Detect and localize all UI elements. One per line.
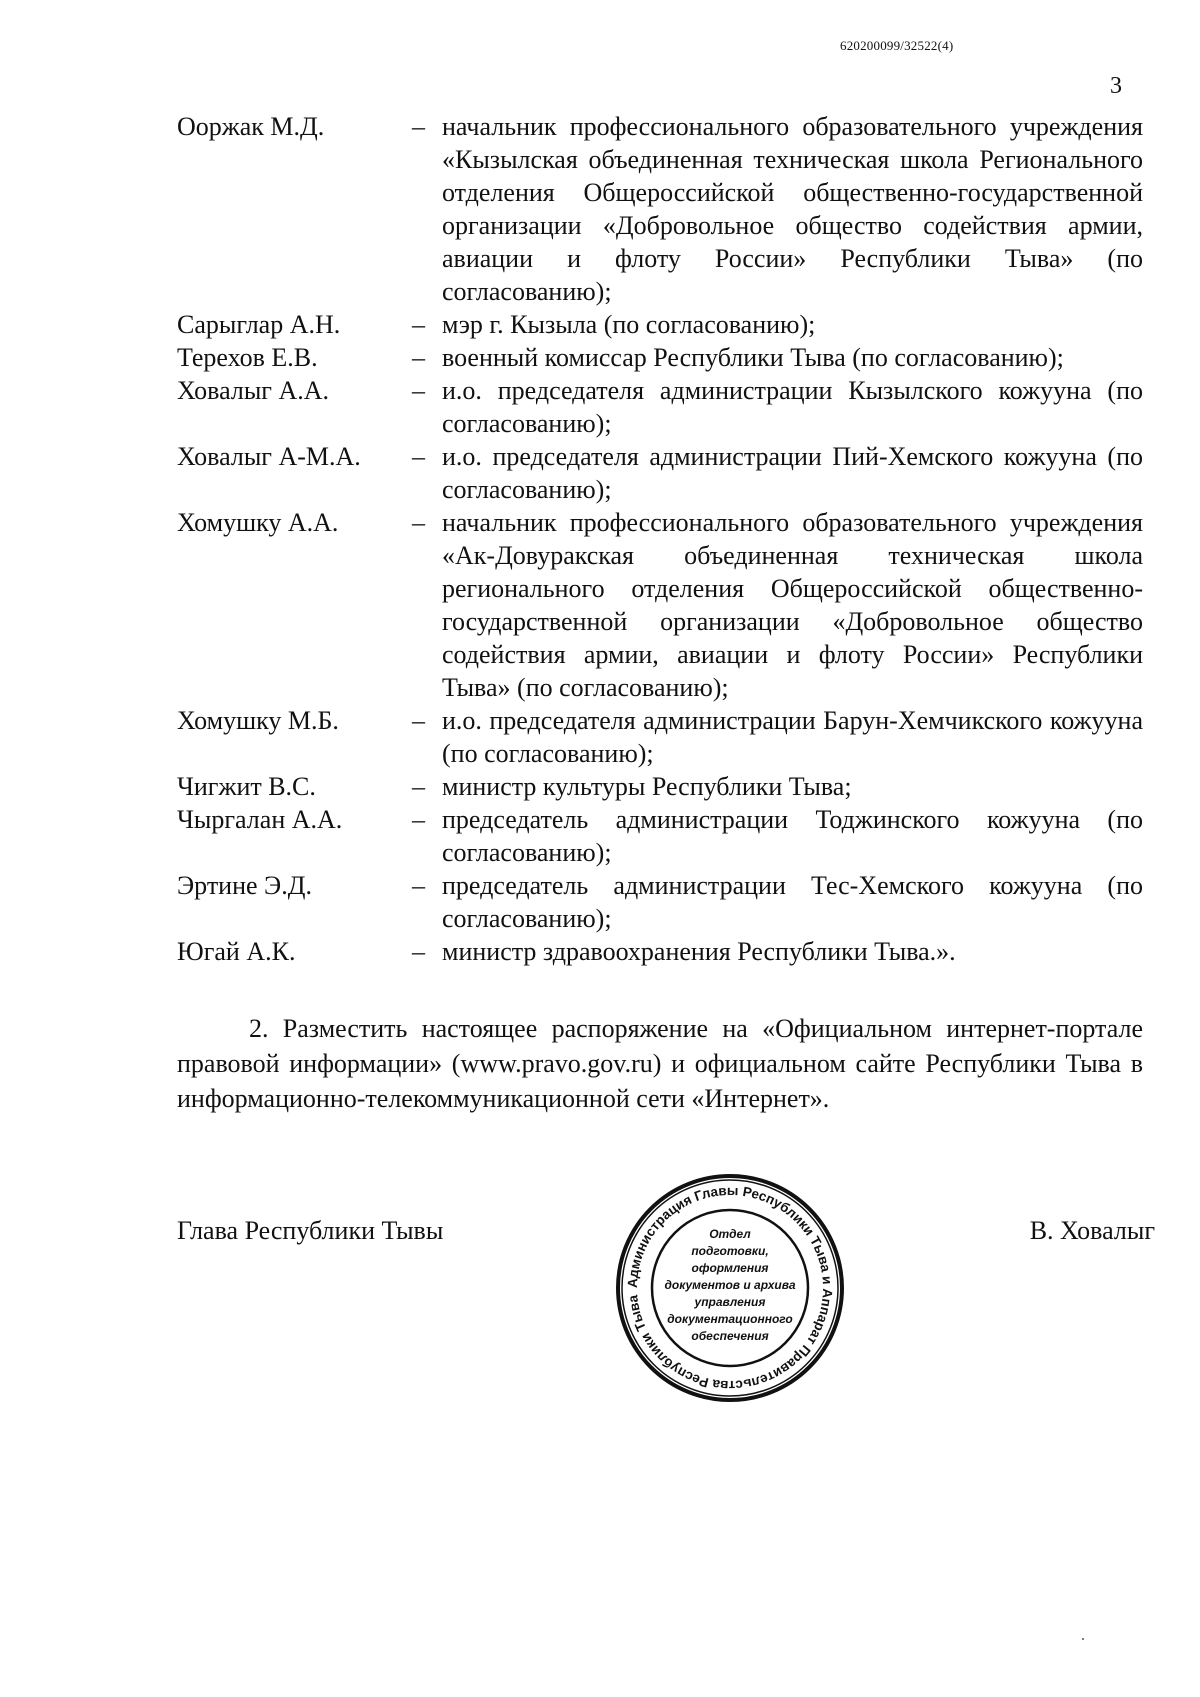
stamp-inner-line: оформления bbox=[691, 1261, 769, 1275]
member-role: и.о. председателя администрации Барун-Хемчикского кожууна (по согласованию); bbox=[442, 706, 1143, 768]
member-dash: – bbox=[412, 706, 425, 735]
stamp-inner-line: подготовки, bbox=[691, 1244, 769, 1258]
scan-artifact bbox=[1082, 1638, 1084, 1640]
member-role: и.о. председателя администрации Пий-Хемского кожууна (по согласованию); bbox=[442, 442, 1143, 504]
member-row bbox=[177, 110, 1143, 308]
member-name: Терехов Е.В. bbox=[177, 343, 318, 372]
member-dash: – bbox=[412, 376, 425, 405]
page-number: 3 bbox=[1110, 73, 1122, 99]
member-role: начальник профессионального образовательного учреждения «Ак-Довуракская объединенная техническая школа регионального отделения Общероссийской общественно-государственной организации «Добровольное общество содействия армии, авиации и флоту России» Республики Тыва» (по согласованию); bbox=[442, 508, 1143, 702]
commission-members-list bbox=[177, 110, 1143, 968]
signatory-title: Глава Республики Тывы bbox=[177, 1216, 444, 1245]
member-name: Ховалыг А.А. bbox=[177, 376, 330, 405]
member-row bbox=[177, 308, 1143, 341]
member-name: Хомушку М.Б. bbox=[177, 706, 339, 735]
member-name: Чыргалан А.А. bbox=[177, 805, 343, 834]
document-id: 620200099/32522(4) bbox=[840, 38, 954, 53]
member-row bbox=[177, 374, 1143, 440]
member-role: министр культуры Республики Тыва; bbox=[442, 772, 852, 801]
stamp-inner-line: Отдел bbox=[709, 1227, 751, 1241]
member-row bbox=[177, 341, 1143, 374]
member-dash: – bbox=[412, 937, 425, 966]
member-name: Югай А.К. bbox=[177, 937, 296, 966]
member-dash: – bbox=[412, 343, 425, 372]
member-dash: – bbox=[412, 508, 425, 537]
member-role: военный комиссар Республики Тыва (по согласованию); bbox=[442, 343, 1064, 372]
member-role: мэр г. Кызыла (по согласованию); bbox=[442, 310, 816, 339]
stamp-inner-line: документов и архива bbox=[664, 1278, 796, 1292]
member-row bbox=[177, 803, 1143, 869]
member-dash: – bbox=[412, 112, 425, 141]
member-dash: – bbox=[412, 442, 425, 471]
member-name: Ооржак М.Д. bbox=[177, 112, 325, 141]
stamp-inner-line: документационного bbox=[667, 1312, 793, 1326]
member-dash: – bbox=[412, 310, 425, 339]
stamp-outer-text: Администрация Главы Республики Тыва и Аппарат Правительства Республики Тыва bbox=[624, 1182, 836, 1394]
paragraph-publication: 2. Разместить настоящее распоряжение на «Официальном интернет-портале правовой информации» (www.pravo.gov.ru) и официальном сайте Республики Тыва в информационно-телекоммуникационной сети «Интернет». bbox=[177, 1014, 1143, 1113]
member-row bbox=[177, 869, 1143, 935]
member-dash: – bbox=[412, 871, 425, 900]
member-name: Эртине Э.Д. bbox=[177, 871, 312, 900]
member-row bbox=[177, 440, 1143, 506]
member-row bbox=[177, 506, 1143, 704]
member-dash: – bbox=[412, 772, 425, 801]
member-role: министр здравоохранения Республики Тыва.». bbox=[442, 937, 956, 966]
member-role: председатель администрации Тес-Хемского кожууна (по согласованию); bbox=[442, 871, 1143, 933]
member-dash: – bbox=[412, 805, 425, 834]
signatory-name: В. Ховалыг bbox=[1029, 1216, 1155, 1245]
member-role: начальник профессионального образовательного учреждения «Кызылская объединенная техническая школа Регионального отделения Общероссийской общественно-государственной организации «Добровольное общество содействия армии, авиации и флоту России» Республики Тыва» (по согласованию); bbox=[442, 112, 1143, 306]
member-name: Сарыглар А.Н. bbox=[177, 310, 341, 339]
member-row bbox=[177, 770, 1143, 803]
member-role: председатель администрации Тоджинского кожууна (по согласованию); bbox=[442, 805, 1143, 867]
member-role: и.о. председателя администрации Кызылского кожууна (по согласованию); bbox=[442, 376, 1143, 438]
official-stamp bbox=[614, 1172, 846, 1404]
member-name: Чигжит В.С. bbox=[177, 772, 316, 801]
member-row bbox=[177, 935, 1143, 968]
stamp-inner-line: обеспечения bbox=[691, 1329, 769, 1343]
stamp-inner-line: управления bbox=[694, 1295, 766, 1309]
member-row bbox=[177, 704, 1143, 770]
member-name: Ховалыг А-М.А. bbox=[177, 442, 361, 471]
member-name: Хомушку А.А. bbox=[177, 508, 339, 537]
